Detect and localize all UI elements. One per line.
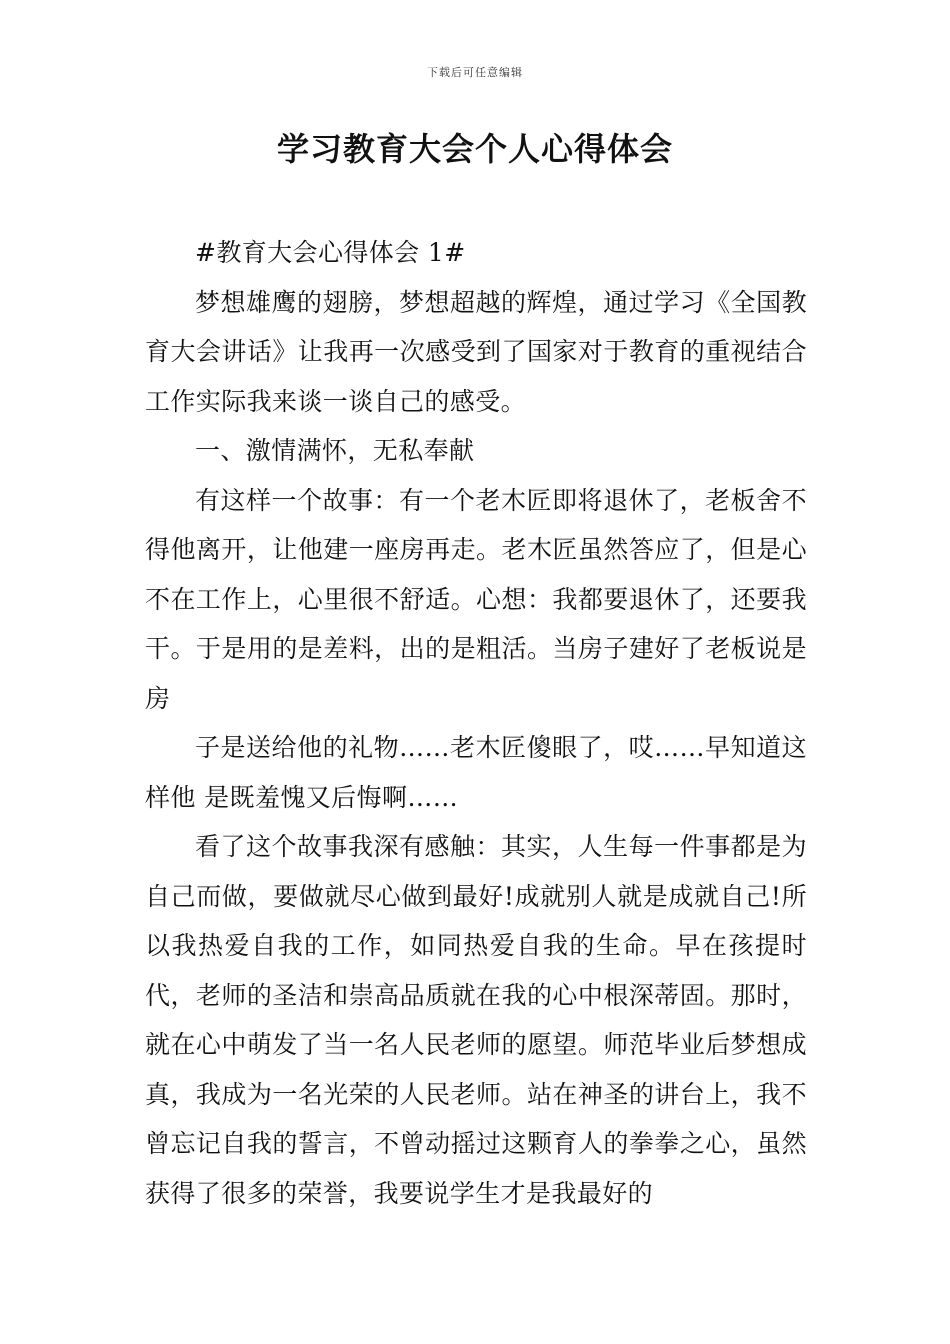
paragraph-story: 有这样一个故事：有一个老木匠即将退休了，老板舍不得他离开，让他建一座房再走。老木匠虽然答应了，但是心不在工作上，心里很不舒适。心想：我都要退休了，还要我干。于是用的是差料，出的是粗活。当房子建好了老板说是房 <box>145 485 807 713</box>
paragraph-story-continued: 子是送给他的礼物……老木匠傻眼了，哎……早知道这样他 是既羞愧又后悔啊…… <box>145 733 807 812</box>
header-note: 下载后可任意编辑 <box>427 66 523 79</box>
paragraph-intro: 梦想雄鹰的翅膀，梦想超越的辉煌，通过学习《全国教育大会讲话》让我再一次感受到了国家对于教育的重视结合工作实际我来谈一谈自己的感受。 <box>145 287 807 416</box>
document-title: 学习教育大会个人心得体会 <box>276 130 673 168</box>
subheading-1: 一、激情满怀，无私奉献 <box>195 436 475 465</box>
document-body <box>145 228 807 1218</box>
section-heading-1: #教育大会心得体会 1# <box>195 238 466 267</box>
paragraph-reflection: 看了这个故事我深有感触：其实，人生每一件事都是为自己而做，要做就尽心做到最好!成就别人就是成就自己!所以我热爱自我的工作，如同热爱自我的生命。早在孩提时代，老师的圣洁和崇高品质就在我的心中根深蒂固。那时，就在心中萌发了当一名人民老师的愿望。师范毕业后梦想成真，我成为一名光荣的人民老师。站在神圣的讲台上，我不曾忘记自我的誓言，不曾动摇过这颗育人的拳拳之心，虽然获得了很多的荣誉，我要说学生才是我最好的 <box>145 832 807 1208</box>
